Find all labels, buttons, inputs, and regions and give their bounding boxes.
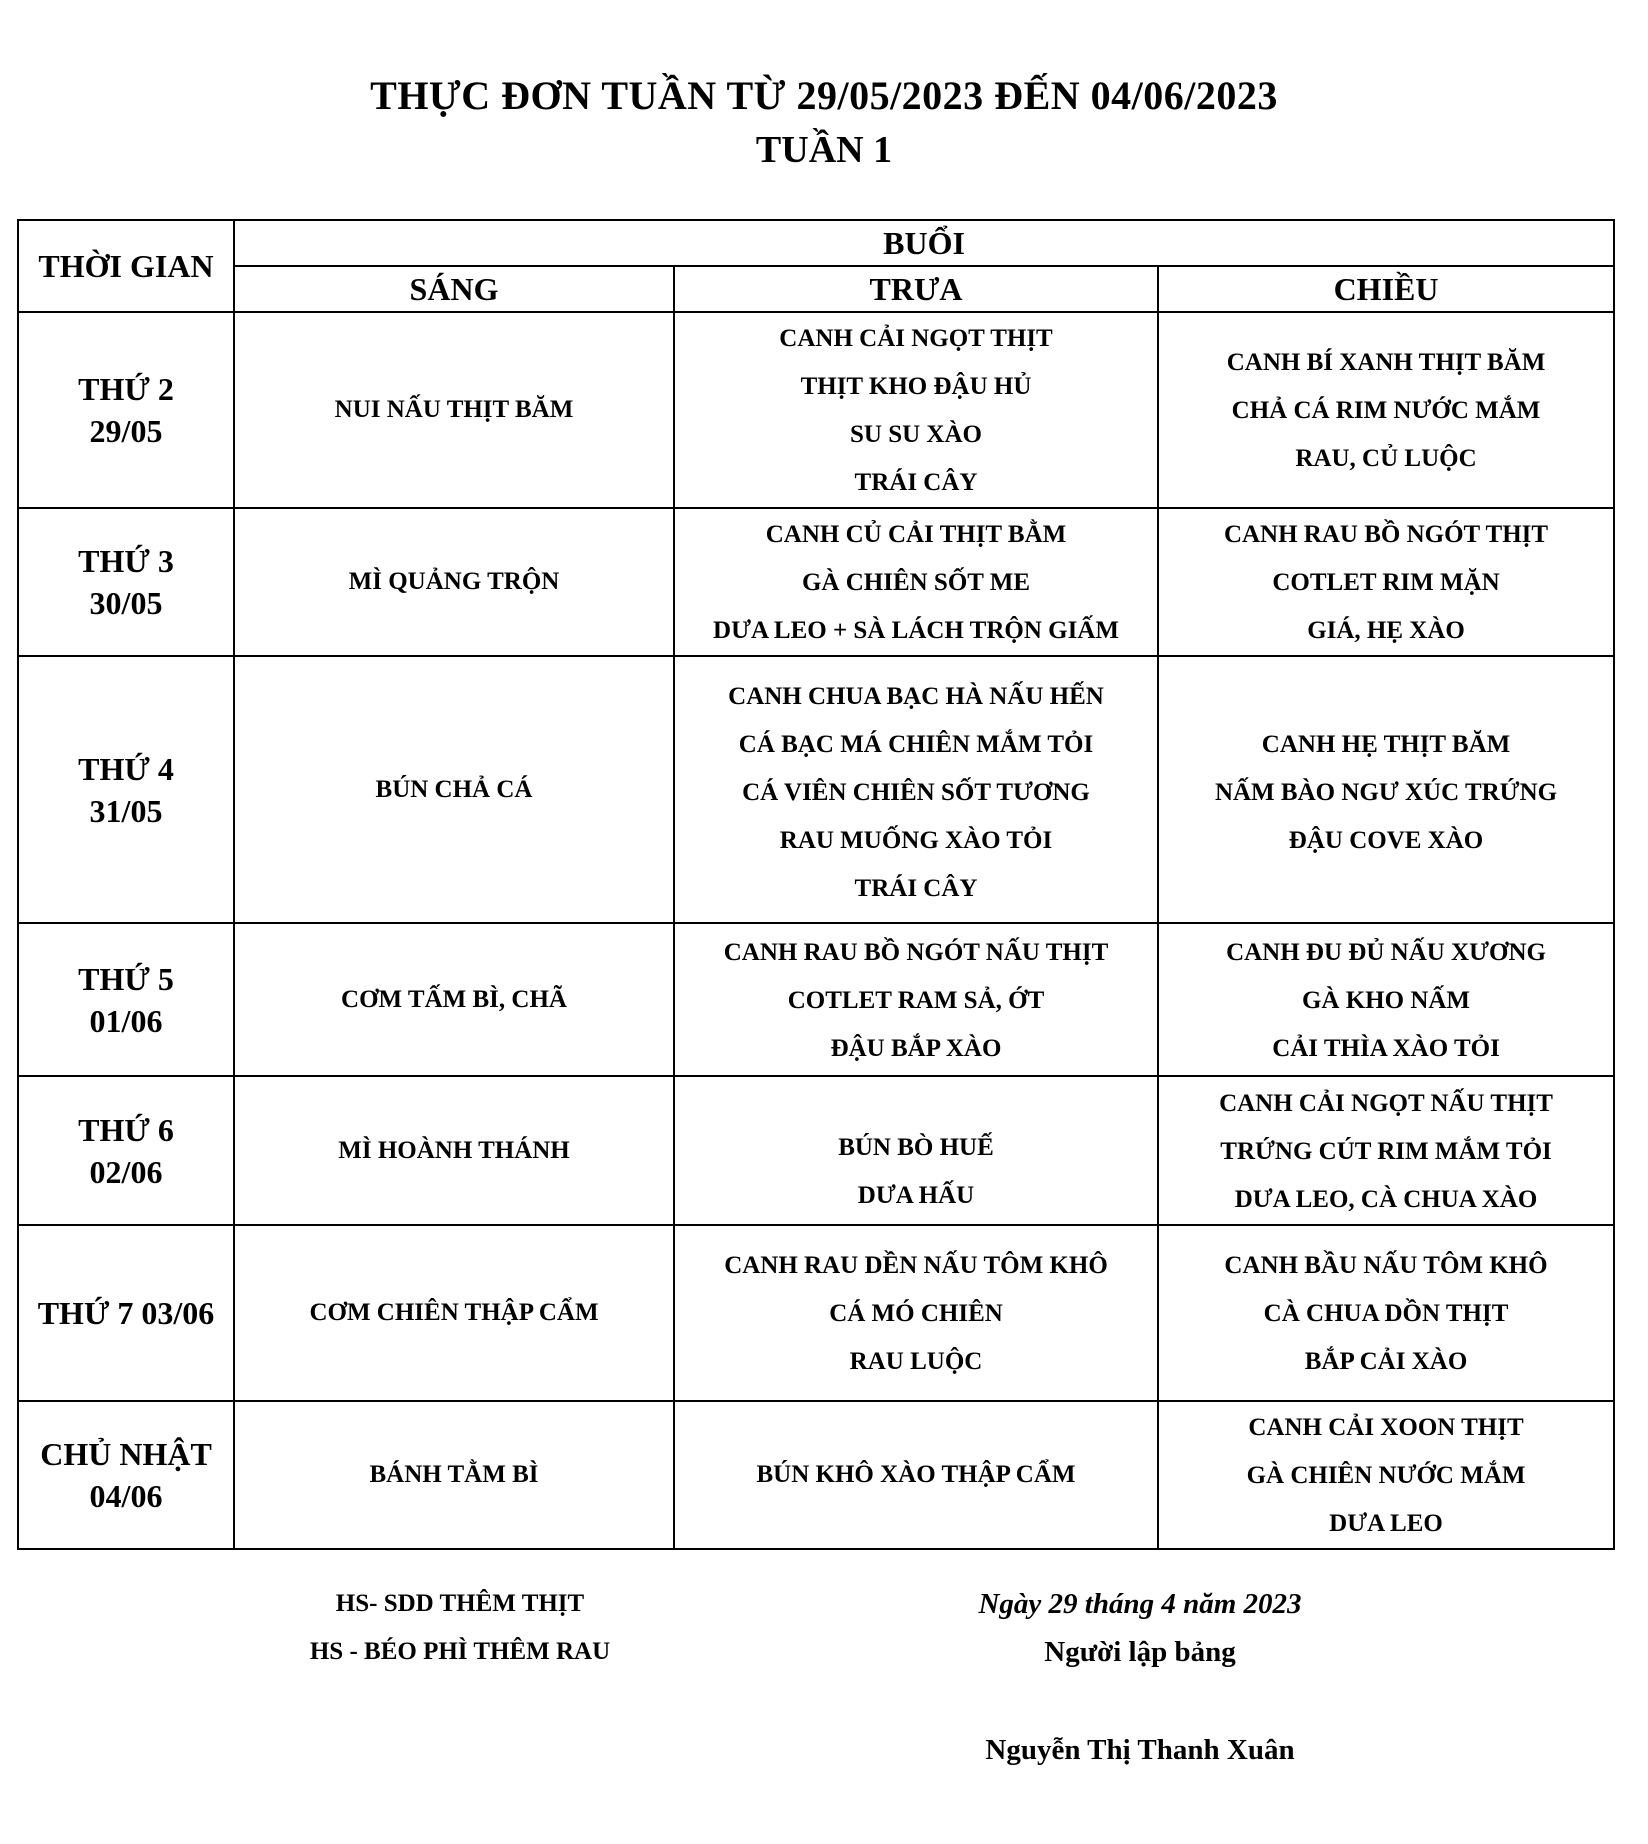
day-label: THỨ 7 03/06 [37,1295,215,1331]
day-date: 04/06 [89,1478,163,1514]
dish-item: GIÁ, HẸ XÀO [1307,617,1465,644]
day-label: THỨ 3 [78,543,174,579]
dish-item: CANH CẢI NGỌT THỊT [779,325,1053,352]
noon-cell [674,656,1158,923]
afternoon-header: CHIỀU [1158,266,1614,312]
day-label: THỨ 5 [78,960,174,997]
subheader-row [18,266,1614,312]
dish-item: DƯA HẤU [857,1181,975,1209]
noon-cell [674,508,1158,656]
dish-item: CANH HẸ THỊT BĂM [1261,730,1511,758]
dish-item: TRỨNG CÚT RIM MẮM TỎI [1220,1137,1552,1165]
morning-cell: CƠM TẤM BÌ, CHÃ [234,923,674,1076]
dish-item: RAU MUỐNG XÀO TỎI [779,826,1053,854]
dish-item: SU SU XÀO [850,421,982,448]
noon-cell [674,312,1158,508]
day-label: THỨ 4 [78,750,174,787]
menu-table [17,219,1615,1550]
time-header: THỜI GIAN [18,220,234,312]
dish-item: GÀ CHIÊN NƯỚC MẮM [1246,1462,1526,1489]
dish-item: NẤM BÀO NGƯ XÚC TRỨNG [1214,778,1558,806]
dish-item: RAU LUỘC [849,1348,983,1375]
morning-cell: NUI NẤU THỊT BĂM [234,312,674,508]
dish-item: CANH RAU BỒ NGÓT NẤU THỊT [723,938,1109,966]
afternoon-cell [1158,656,1614,923]
week-label: TUẦN 1 [755,129,893,171]
header-row [18,220,1614,266]
day-date: 30/05 [89,585,163,621]
signature-block [920,1580,1360,1774]
dish-item: TRÁI CÂY [854,874,978,902]
morning-cell: CƠM CHIÊN THẬP CẨM [234,1225,674,1401]
dish-item: CANH CẢI XOON THỊT [1248,1414,1524,1441]
note-line: HS- SDD THÊM THỊT [335,1590,585,1617]
morning-cell: BÁNH TẰM BÌ [234,1401,674,1549]
morning-cell: BÚN CHẢ CÁ [234,656,674,923]
table-row [18,1225,1614,1401]
afternoon-cell [1158,1225,1614,1401]
noon-cell [674,1401,1158,1549]
dish-item: COTLET RIM MẶN [1272,569,1500,596]
dish-item: ĐẬU COVE XÀO [1288,826,1484,854]
notes [250,1580,670,1676]
table-row [18,1401,1614,1549]
dish-item: BÚN KHÔ XÀO THẬP CẨM [756,1461,1076,1488]
table-row [18,923,1614,1076]
morning-cell: MÌ HOÀNH THÁNH [234,1076,674,1225]
dish-item: CANH CHUA BẠC HÀ NẤU HẾN [728,682,1104,710]
dish-item: CHẢ CÁ RIM NƯỚC MẮM [1231,397,1541,424]
dish-item: COTLET RAM SẢ, ỚT [787,986,1045,1014]
day-cell [18,508,234,656]
dish-item: CÀ CHUA DỒN THỊT [1263,1300,1509,1327]
dish-item: CẢI THÌA XÀO TỎI [1272,1034,1500,1062]
note-line: HS - BÉO PHÌ THÊM RAU [309,1638,611,1665]
day-label: CHỦ NHẬT [40,1436,212,1472]
dish-item: DƯA LEO + SÀ LÁCH TRỘN GIẤM [713,617,1119,644]
noon-cell [674,1225,1158,1401]
signature-date: Ngày 29 tháng 4 năm 2023 [978,1588,1302,1620]
signature-name: Nguyễn Thị Thanh Xuân [985,1734,1295,1766]
noon-header: TRƯA [674,266,1158,312]
dish-item: GÀ CHIÊN SỐT ME [801,569,1031,596]
day-date: 02/06 [89,1153,163,1190]
dish-item: BẮP CẢI XÀO [1304,1348,1468,1375]
day-date: 01/06 [89,1002,163,1039]
afternoon-cell [1158,312,1614,508]
dish-item: CÁ VIÊN CHIÊN SỐT TƯƠNG [742,778,1090,806]
day-cell [18,1225,234,1401]
day-label: THỨ 2 [78,371,174,407]
table-row [18,508,1614,656]
day-date: 29/05 [89,413,163,449]
table-row [18,656,1614,923]
dish-item: ĐẬU BẮP XÀO [830,1034,1002,1062]
afternoon-cell [1158,1076,1614,1225]
day-date: 31/05 [89,792,163,829]
day-cell [18,312,234,508]
table-row [18,312,1614,508]
day-label: THỨ 6 [78,1111,174,1148]
dish-item: RAU, CỦ LUỘC [1295,445,1477,472]
signature-role: Người lập bảng [1044,1636,1236,1668]
session-header: BUỔI [234,220,1614,266]
dish-item: CANH ĐU ĐỦ NẤU XƯƠNG [1226,938,1546,966]
dish-item: BÚN BÒ HUẾ [838,1133,994,1161]
dish-item: GÀ KHO NẤM [1301,986,1471,1014]
noon-cell [674,1076,1158,1225]
day-cell [18,923,234,1076]
table-row [18,1076,1614,1225]
dish-item: CANH BẦU NẤU TÔM KHÔ [1224,1252,1548,1279]
dish-item: TRÁI CÂY [854,469,978,496]
morning-header: SÁNG [234,266,674,312]
afternoon-cell [1158,508,1614,656]
dish-item: CÁ BẠC MÁ CHIÊN MẮM TỎI [738,730,1094,758]
day-cell [18,1076,234,1225]
dish-item: CÁ MÓ CHIÊN [829,1300,1003,1327]
morning-cell: MÌ QUẢNG TRỘN [234,508,674,656]
afternoon-cell [1158,923,1614,1076]
dish-item: CANH CẢI NGỌT NẤU THỊT [1219,1089,1553,1117]
dish-item: THỊT KHO ĐẬU HỦ [800,373,1032,400]
dish-item: DƯA LEO, CÀ CHUA XÀO [1234,1185,1538,1213]
day-cell [18,656,234,923]
afternoon-cell [1158,1401,1614,1549]
dish-item: CANH CỦ CẢI THỊT BẰM [765,521,1067,548]
dish-item: CANH BÍ XANH THỊT BĂM [1226,349,1546,376]
noon-cell [674,923,1158,1076]
dish-item: CANH RAU DỀN NẤU TÔM KHÔ [724,1252,1108,1279]
dish-item: DƯA LEO [1329,1510,1443,1537]
day-cell [18,1401,234,1549]
dish-item: CANH RAU BỒ NGÓT THỊT [1223,521,1549,548]
page-title: THỰC ĐƠN TUẦN TỪ 29/05/2023 ĐẾN 04/06/2023 [370,73,1278,118]
